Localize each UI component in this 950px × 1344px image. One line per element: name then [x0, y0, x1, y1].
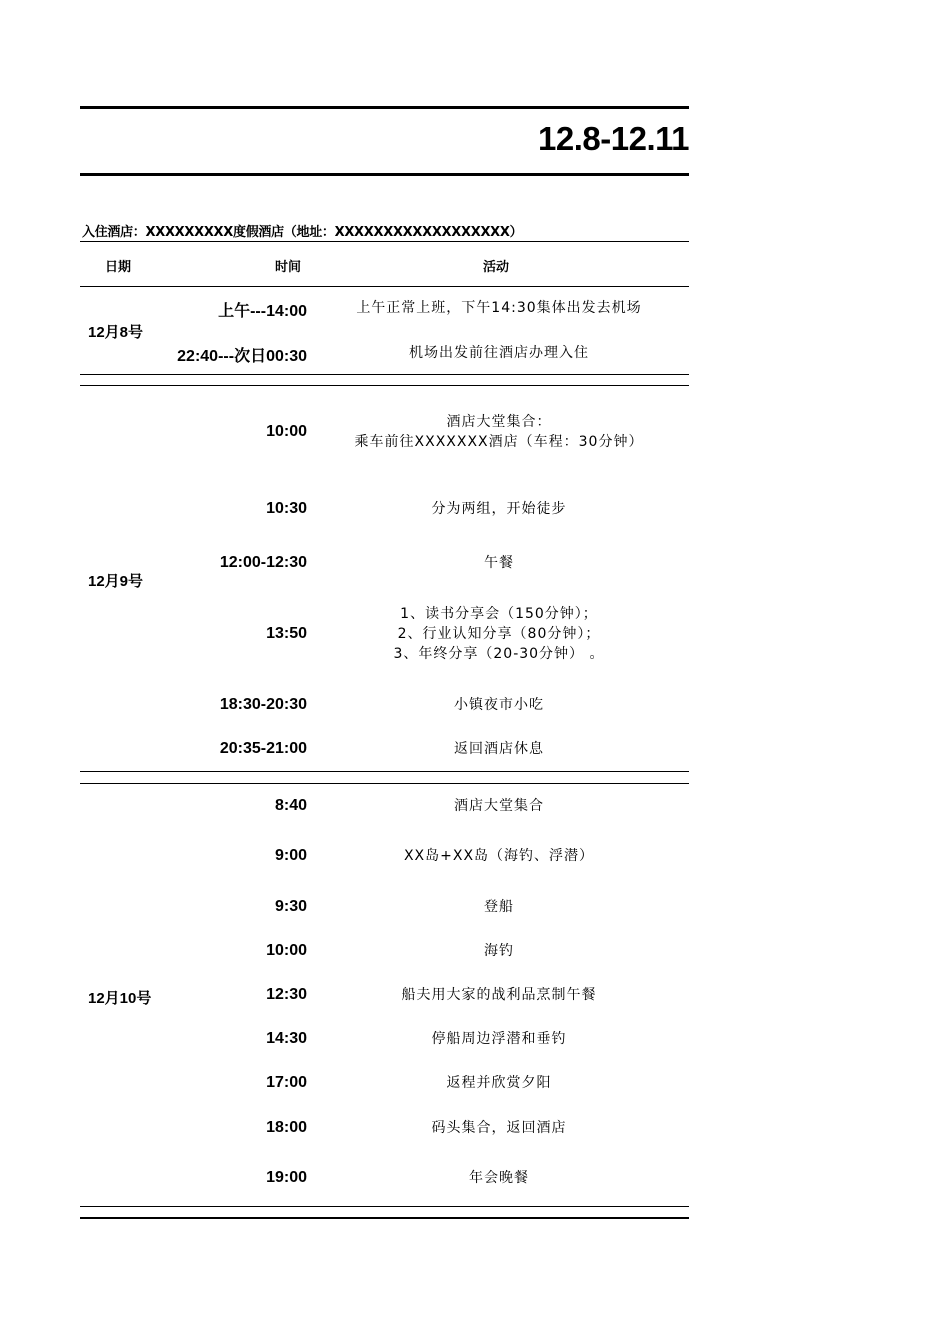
title-top-rule: [80, 106, 689, 109]
header-bottom-rule: [80, 286, 689, 287]
schedule-time: 10:00: [266, 423, 307, 440]
activity-line: 海钓: [484, 943, 514, 959]
activity-line: 酒店大堂集合: [454, 798, 544, 814]
schedule-activity: [310, 1168, 688, 1188]
activity-line: 1、读书分享会（150分钟）；: [400, 606, 598, 622]
schedule-activity: [310, 941, 688, 961]
schedule-activity: [310, 1029, 688, 1049]
day-separator: [80, 783, 689, 784]
day-date: 12月8号: [88, 324, 144, 341]
day-date: 12月9号: [88, 573, 144, 590]
header-activity: 活动: [483, 260, 510, 275]
activity-line: 返程并欣赏夕阳: [446, 1075, 552, 1091]
header-time: 时间: [275, 260, 302, 275]
title-bottom-rule: [80, 173, 689, 176]
activity-line: 码头集合，返回酒店: [431, 1120, 567, 1136]
schedule-time: 8:40: [274, 797, 307, 814]
activity-line: 分为两组，开始徒步: [431, 501, 567, 517]
hotel-info: 入住酒店：XXXXXXXXX度假酒店（地址：XXXXXXXXXXXXXXXXXX）: [82, 225, 523, 240]
activity-line: 登船: [484, 899, 514, 915]
schedule-activity: [310, 604, 688, 664]
schedule-time: 9:00: [274, 847, 307, 864]
schedule-time: 19:00: [266, 1169, 307, 1186]
schedule-activity: [310, 846, 688, 866]
schedule-activity: [310, 796, 688, 816]
schedule-activity: [310, 985, 688, 1005]
schedule-activity: [310, 343, 688, 363]
activity-line: 返回酒店休息: [454, 741, 544, 757]
schedule-time: 上午---14:00: [218, 303, 307, 320]
schedule-activity: [310, 499, 688, 519]
activity-line: 机场出发前往酒店办理入住: [409, 345, 589, 361]
activity-line: XX岛+XX岛（海钓、浮潜）: [403, 848, 595, 864]
activity-line: 3、年终分享（20-30分钟） 。: [393, 646, 605, 662]
schedule-time: 12:30: [266, 986, 307, 1003]
schedule-time: 18:00: [266, 1119, 307, 1136]
schedule-activity: [310, 1073, 688, 1093]
schedule-activity: [310, 412, 688, 452]
schedule-time: 13:50: [266, 625, 307, 642]
schedule-activity: [310, 897, 688, 917]
day-separator: [80, 771, 689, 772]
day-separator: [80, 374, 689, 375]
activity-line: 停船周边浮潜和垂钓: [431, 1031, 567, 1047]
schedule-activity: [310, 553, 688, 573]
header-top-rule: [80, 241, 689, 242]
schedule-time: 10:00: [266, 942, 307, 959]
activity-line: 乘车前往XXXXXXX酒店（车程：30分钟）: [354, 434, 644, 450]
schedule-time: 20:35-21:00: [219, 740, 307, 757]
schedule-time: 22:40---次日00:30: [177, 348, 307, 365]
schedule-time: 17:00: [266, 1074, 307, 1091]
header-date: 日期: [105, 260, 132, 275]
activity-line: 午餐: [484, 555, 514, 571]
activity-line: 年会晚餐: [469, 1170, 529, 1186]
activity-line: 上午正常上班，下午14:30集体出发去机场: [356, 300, 642, 316]
activity-line: 2、行业认知分享（80分钟）；: [397, 626, 601, 642]
activity-line: 船夫用大家的战利品烹制午餐: [401, 987, 597, 1003]
table-bottom-rule: [80, 1217, 689, 1219]
schedule-time: 9:30: [274, 898, 307, 915]
activity-line: 酒店大堂集合：: [446, 414, 552, 430]
schedule-activity: [310, 298, 688, 318]
day-separator: [80, 385, 689, 386]
schedule-activity: [310, 695, 688, 715]
day-separator: [80, 1206, 689, 1207]
schedule-activity: [310, 1118, 688, 1138]
schedule-time: 14:30: [266, 1030, 307, 1047]
schedule-time: 12:00-12:30: [219, 554, 307, 571]
day-date: 12月10号: [88, 990, 152, 1007]
activity-line: 小镇夜市小吃: [454, 697, 544, 713]
schedule-activity: [310, 739, 688, 759]
page-title: 12.8-12.11: [538, 120, 689, 157]
schedule-time: 18:30-20:30: [219, 696, 307, 713]
schedule-time: 10:30: [266, 500, 307, 517]
